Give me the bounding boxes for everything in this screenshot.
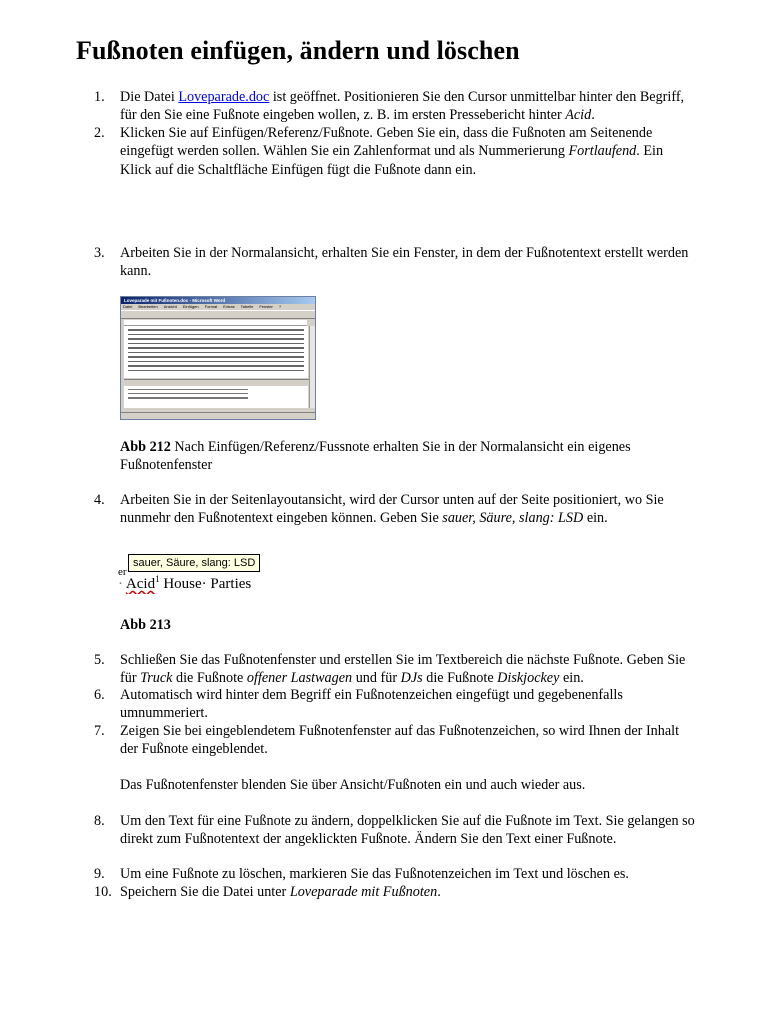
list-text: Speichern Sie die Datei unter Loveparade mit Fußnoten. [120, 884, 441, 900]
footnote-tooltip-screenshot: er sauer, Säure, slang: LSD · Acid$^1$ House· Parties [118, 548, 260, 594]
window-title: Loveparade mit Fußnoten.doc - Microsoft Word [121, 297, 315, 304]
footnote-pane-bar [124, 379, 310, 386]
scrollbar [309, 326, 315, 408]
page-title: Fußnoten einfügen, ändern und löschen [76, 36, 520, 65]
list-number: 6. [94, 687, 105, 703]
figure-caption: Abb 212 Nach Einfügen/Referenz/Fussnote erhalten Sie in der Normalansicht ein eigenes Fußnotenfenster [120, 439, 631, 474]
loveparade-doc-link[interactable]: Loveparade.doc [178, 89, 270, 105]
list-number: 7. [94, 723, 105, 739]
list-number: 3. [94, 245, 105, 261]
list-text: Klicken Sie auf Einfügen/Referenz/Fußnote. Geben Sie ein, dass die Fußnoten am Seitenende eingefügt werden sollen. Wählen Sie ein Zahlenformat und als Nummerierung Fortlaufend. Ein Klick auf die Schaltfläche Einfügen fügt die Fußnote dann ein. [120, 125, 664, 178]
menu-bar: Datei Bearbeiten Ansicht Einfügen Format Extras Tabelle Fenster ? [121, 304, 315, 310]
list-number: 2. [94, 125, 105, 141]
figure-caption: Abb 213 [120, 617, 171, 633]
list-number: 4. [94, 492, 105, 508]
list-text: Automatisch wird hinter dem Begriff ein Fußnotenzeichen eingefügt und gegebenenfalls umnummeriert. [120, 687, 623, 722]
list-text: Um eine Fußnote zu löschen, markieren Sie das Fußnotenzeichen im Text und löschen es. [120, 866, 629, 882]
list-text: Arbeiten Sie in der Normalansicht, erhalten Sie ein Fenster, in dem der Fußnotentext erstellt werden kann. [120, 245, 689, 280]
list-text: Um den Text für eine Fußnote zu ändern, doppelklicken Sie auf die Fußnote im Text. Sie gelangen so direkt zum Fußnotentext der angeklickten Fußnote. Ändern Sie den Text einer Fußnote. [120, 813, 695, 848]
list-text: Schließen Sie das Fußnotenfenster und erstellen Sie im Textbereich die nächste Fußnote. Geben Sie für Truck die Fußnote offener Lastwagen und für DJs die Fußnote Diskjockey ein. [120, 652, 686, 687]
list-text: Die Datei Loveparade.doc ist geöffnet. Positionieren Sie den Cursor unmittelbar hinter den Begriff, für den Sie eine Fußnote eingeben wollen, z. B. im ersten Pressebericht hinter Acid. [120, 89, 685, 124]
list-number: 1. [94, 89, 105, 105]
footnote-pane [124, 386, 308, 408]
list-number: 5. [94, 652, 105, 668]
document-area [124, 326, 308, 378]
list-text: Arbeiten Sie in der Seitenlayoutansicht, wird der Cursor unten auf der Seite positioniert, wo Sie nunmehr den Fußnotentext eingeben können. Geben Sie sauer, Säure, slang: LSD ein. [120, 492, 664, 527]
list-number: 8. [94, 813, 105, 829]
list-number: 10. [94, 884, 112, 900]
list-number: 9. [94, 866, 105, 882]
status-bar [121, 412, 315, 419]
footnote-tooltip: sauer, Säure, slang: LSD [128, 554, 260, 572]
list-text: Zeigen Sie bei eingeblendetem Fußnotenfenster auf das Fußnotenzeichen, so wird Ihnen der Inhalt der Fußnote eingeblendet. [120, 723, 680, 758]
word-window-screenshot [120, 296, 316, 420]
text-line: · Acid$^1$ House· Parties [118, 574, 252, 592]
note-text: Das Fußnotenfenster blenden Sie über Ansicht/Fußnoten ein und auch wieder aus. [120, 777, 586, 793]
toolbar [121, 310, 315, 319]
